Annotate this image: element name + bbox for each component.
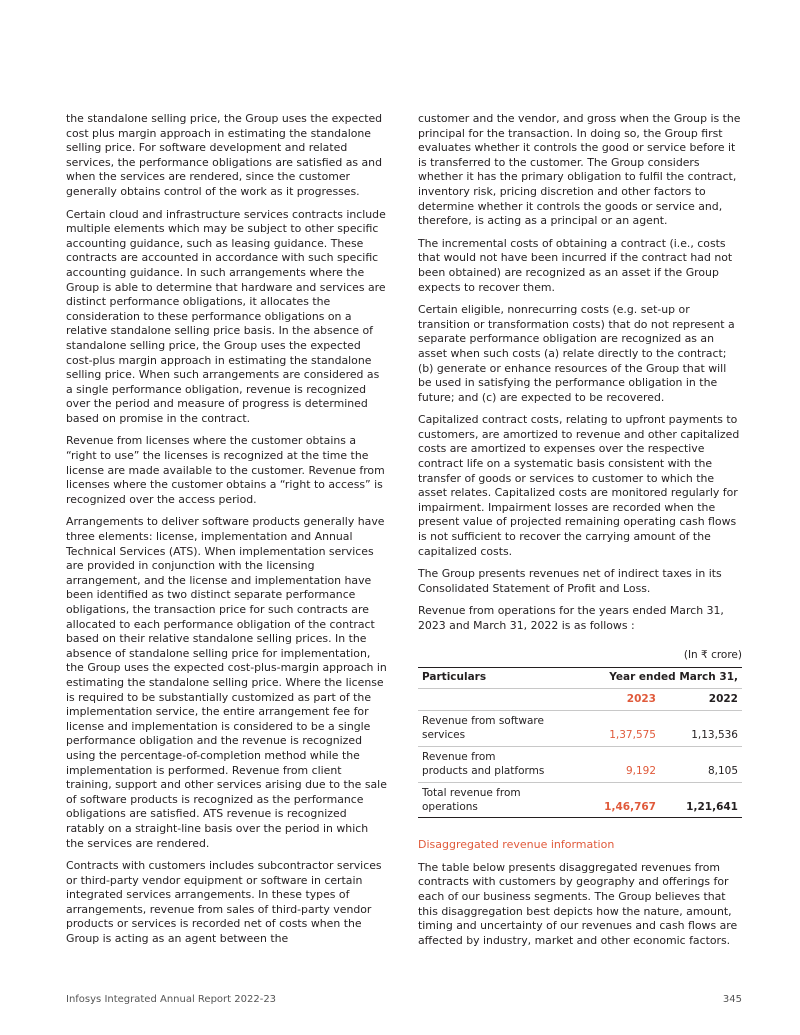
body-paragraph: customer and the vendor, and gross when the Group is the principal for the transaction. In doing so, the Group first evaluates whether it controls the good or service before it is transferred to the customer. The Group considers whether it has the primary obligation to fulfil the contract, inventory risk, pricing discretion and other factors to determine whether it controls the goods or service and, therefore, is acting as a principal or an agent. [418,112,741,228]
table-row [418,711,742,747]
value-2023: 1,37,575 [578,711,660,747]
value-2022: 1,13,536 [660,711,742,747]
body-paragraph: Revenue from operations for the years ended March 31, 2023 and March 31, 2022 is as follows : [418,604,724,632]
row-label: Revenue from software services [418,711,578,747]
section-heading: Disaggregated revenue information [418,838,615,852]
revenue-table [418,667,742,818]
body-paragraph: Contracts with customers includes subcontractor services or third-party vendor equipment or software in certain integrated services arrangements. In these types of arrangements, revenue from sales of third-party vendor products or services is recorded net of costs when the Group is acting as an agent between the [66,859,382,946]
row-label [418,747,578,783]
body-paragraph: The incremental costs of obtaining a contract (i.e., costs that would not have been incurred if the contract had not been obtained) are recognized as an asset if the Group expects to recover them. [418,236,733,294]
body-paragraph: Revenue from licenses where the customer obtains a “right to use” the licenses is recognized at the time the license are made available to the customer. Revenue from licenses where the customer obtains a “right to access” is recognized over the access period. [66,434,385,506]
period-header: Year ended March 31, [578,668,742,689]
body-paragraph: Capitalized contract costs, relating to upfront payments to customers, are amortized to revenue and other capitalized costs are amortized to expenses over the respective contract life on a systematic basis consistent with the transfer of goods or services to customer to which the asset relates. Capitalized costs are monitored regularly for impairment. Impairment losses are recorded when the present value of projected remaining operating cash flows is not sufficient to recover the carrying amount of the capitalized costs. [418,413,740,558]
total-label: Total revenue from operations [418,783,578,818]
row-label-line: products and platforms [422,764,545,777]
page-number: 345 [722,994,742,1005]
total-2023: 1,46,767 [578,783,660,818]
row-label-line: Revenue from [422,751,496,764]
year-2022-header: 2022 [660,688,742,711]
right-column [418,112,742,956]
table-header-row [418,668,742,689]
left-column [66,112,388,955]
table-row [418,747,742,783]
body-paragraph: The Group presents revenues net of indirect taxes in its Consolidated Statement of Profit and Loss. [418,567,722,595]
body-paragraph: the standalone selling price, the Group uses the expected cost plus margin approach in estimating the standalone selling price. For software development and related services, the performance obligations are satisfied as and when the services are rendered, since the customer generally obtains control of the work as it progresses. [66,112,383,198]
total-2022: 1,21,641 [660,783,742,818]
table-years-row [418,688,742,711]
year-2023-header: 2023 [578,688,660,711]
body-paragraph: Certain eligible, nonrecurring costs (e.g. set-up or transition or transformation costs) that do not represent a separate performance obligation are recognized as an asset when such costs (a) relate directly to the contract; (b) generate or enhance resources of the Group that will be used in satisfying the performance obligation in the future; and (c) are expected to be recovered. [418,303,735,404]
section-paragraph: The table below presents disaggregated revenues from contracts with customers by geography and offerings for each of our business segments. The Group believes that this disaggregation best depicts how the nature, amount, timing and uncertainty of our revenues and cash flows are affected by industry, market and other economic factors. [418,860,738,947]
body-paragraph: Arrangements to deliver software products generally have three elements: license, implementation and Annual Technical Services (ATS). When implementation services are provided in conjunction with the licensing arrangement, and the license and implementation have been identified as two distinct separate performance obligations, the transaction price for such contracts are allocated to each performance obligation of the contract based on their relative standalone selling prices. In the absence of standalone selling price for implementation, the Group uses the expected cost-plus-margin approach in estimating the standalone selling price. Where the license is required to be substantially customized as part of the implementation service, the entire arrangement fee for license and implementation is considered to be a single performance obligation and the revenue is recognized using the percentage-of-completion method while the implementation is performed. Revenue from client training, support and other services arising due to the sale of software products is recognized as the performance obligations are satisfied. ATS revenue is recognized ratably on a straight-line basis over the period in which the services are rendered. [66,515,387,850]
body-paragraph: Certain cloud and infrastructure services contracts include multiple elements which may be subject to other specific accounting guidance, such as leasing guidance. These contracts are accounted in accordance with such specific accounting guidance. In such arrangements where the Group is able to determine that hardware and services are distinct performance obligations, it allocates the consideration to these performance obligations on a relative standalone selling price basis. In the absence of standalone selling price, the Group uses the expected cost-plus margin approach in estimating the standalone selling price. When such arrangements are considered as a single performance obligation, revenue is recognized over the period and measure of progress is determined based on promise in the contract. [66,207,386,425]
table-total-row [418,783,742,818]
footer-report-title: Infosys Integrated Annual Report 2022-23 [66,994,277,1005]
value-2022: 8,105 [660,747,742,783]
particulars-header: Particulars [418,668,578,689]
table-unit-label: (In ₹ crore) [683,648,742,661]
value-2023: 9,192 [578,747,660,783]
